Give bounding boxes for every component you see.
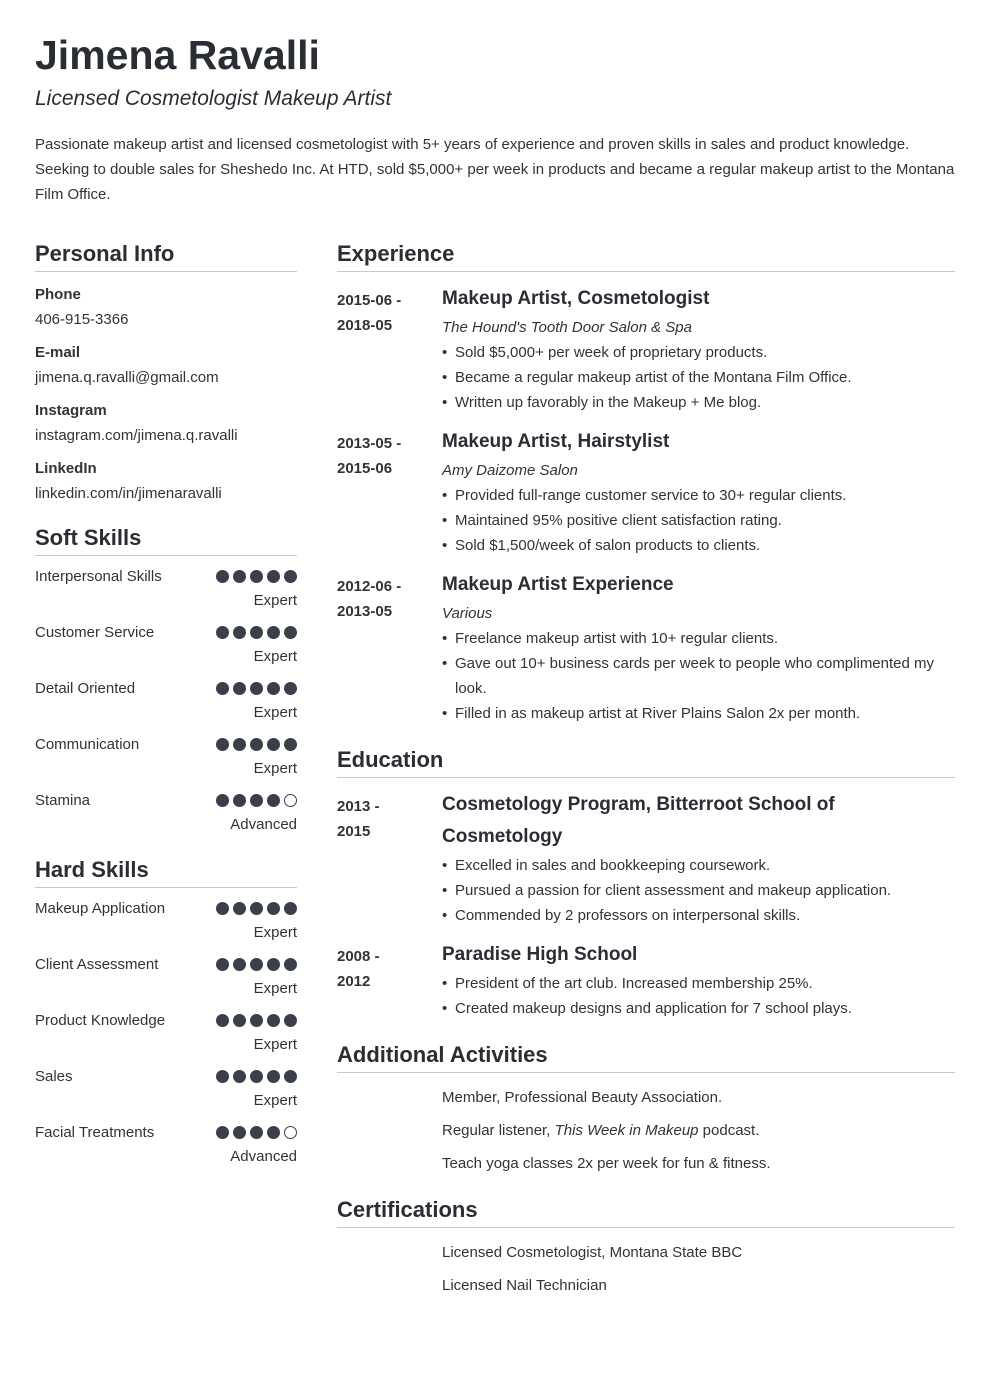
skill-level: Expert [253, 980, 297, 997]
education-section [337, 746, 955, 1021]
skill-row [35, 737, 297, 780]
activities-title: Additional Activities [337, 1041, 955, 1073]
filled-dot-icon [216, 1070, 229, 1083]
skill-row [35, 681, 297, 724]
filled-dot-icon [267, 1126, 280, 1139]
skill-row [35, 1125, 297, 1168]
skill-name: Client Assessment [35, 956, 159, 973]
skill-name: Interpersonal Skills [35, 568, 162, 585]
filled-dot-icon [250, 626, 263, 639]
education-entry [337, 793, 955, 928]
activity-suffix: podcast. [698, 1122, 760, 1139]
skill-rating [216, 626, 297, 639]
date-start: 2013 - [337, 798, 380, 815]
certification-item: Licensed Cosmetologist, Montana State BBC [442, 1244, 743, 1261]
certifications-title: Certifications [337, 1196, 955, 1228]
experience-entry [337, 287, 955, 415]
filled-dot-icon [267, 626, 280, 639]
filled-dot-icon [216, 794, 229, 807]
filled-dot-icon [267, 1070, 280, 1083]
filled-dot-icon [267, 958, 280, 971]
skill-name: Facial Treatments [35, 1124, 155, 1141]
activity-item: Member, Professional Beauty Association. [442, 1089, 723, 1106]
activities-section [337, 1041, 955, 1176]
filled-dot-icon [233, 958, 246, 971]
bullet-item: • President of the art club. Increased membership 25%. [442, 971, 955, 996]
skill-name: Communication [35, 736, 140, 753]
skill-level: Advanced [230, 1148, 297, 1165]
filled-dot-icon [233, 738, 246, 751]
email-value: jimena.q.ravalli@gmail.com [35, 369, 219, 386]
skill-name: Sales [35, 1068, 73, 1085]
experience-entry [337, 573, 955, 726]
date-start: 2015-06 - [337, 292, 402, 309]
date-start: 2013-05 - [337, 435, 402, 452]
filled-dot-icon [267, 902, 280, 915]
skill-level: Expert [253, 1092, 297, 1109]
filled-dot-icon [284, 626, 297, 639]
entry-dates [337, 943, 442, 1021]
entry-dates [337, 430, 442, 558]
date-end: 2012 [337, 973, 371, 990]
filled-dot-icon [216, 738, 229, 751]
hard-skills-section [35, 856, 297, 1168]
filled-dot-icon [250, 738, 263, 751]
resume-columns [35, 240, 955, 1306]
certification-item: Licensed Nail Technician [442, 1277, 607, 1294]
podcast-name: This Week in Makeup [554, 1122, 699, 1139]
skill-level: Expert [253, 1036, 297, 1053]
bullet-item: • Sold $1,500/week of salon products to clients. [442, 533, 955, 558]
filled-dot-icon [267, 1014, 280, 1027]
filled-dot-icon [284, 958, 297, 971]
experience-section [337, 240, 955, 726]
filled-dot-icon [250, 902, 263, 915]
phone-block [35, 285, 297, 330]
filled-dot-icon [233, 1126, 246, 1139]
bullet-item: • Pursued a passion for client assessment and makeup application. [442, 878, 955, 903]
filled-dot-icon [216, 958, 229, 971]
bullet-item: • Filled in as makeup artist at River Plains Salon 2x per month. [442, 701, 955, 726]
date-start: 2008 - [337, 948, 380, 965]
entry-dates [337, 287, 442, 415]
education-title: Education [337, 746, 955, 778]
certifications-section [337, 1196, 955, 1298]
filled-dot-icon [216, 682, 229, 695]
instagram-label: Instagram [35, 402, 107, 419]
bullet-item: • Excelled in sales and bookkeeping coursework. [442, 853, 955, 878]
bullet-item: • Maintained 95% positive client satisfaction rating. [442, 508, 955, 533]
entry-bullets [442, 853, 955, 928]
bullet-item: • Freelance makeup artist with 10+ regular clients. [442, 626, 955, 651]
filled-dot-icon [233, 682, 246, 695]
personal-info-section [35, 240, 297, 504]
linkedin-value: linkedin.com/in/jimenaravalli [35, 485, 222, 502]
entry-bullets [442, 483, 955, 558]
linkedin-block [35, 459, 297, 504]
entry-bullets [442, 626, 955, 726]
entry-organization: Various [442, 605, 493, 622]
skill-rating [216, 570, 297, 583]
skill-level: Expert [253, 592, 297, 609]
filled-dot-icon [233, 902, 246, 915]
activity-prefix: Regular listener, [442, 1122, 555, 1139]
date-start: 2012-06 - [337, 578, 402, 595]
filled-dot-icon [250, 958, 263, 971]
instagram-block [35, 401, 297, 446]
filled-dot-icon [250, 1126, 263, 1139]
email-label: E-mail [35, 344, 81, 361]
skill-row [35, 1013, 297, 1056]
filled-dot-icon [250, 1070, 263, 1083]
bullet-item: • Sold $5,000+ per week of proprietary products. [442, 340, 955, 365]
skill-rating [216, 682, 297, 695]
skill-rating [216, 794, 297, 807]
skill-row [35, 957, 297, 1000]
empty-dot-icon [284, 1126, 297, 1139]
filled-dot-icon [284, 1070, 297, 1083]
date-end: 2015 [337, 823, 371, 840]
candidate-name: Jimena Ravalli [35, 32, 320, 78]
skill-rating [216, 1126, 297, 1139]
filled-dot-icon [250, 794, 263, 807]
skill-name: Stamina [35, 792, 91, 809]
entry-title: Makeup Artist, Cosmetologist [442, 288, 710, 309]
filled-dot-icon [216, 1126, 229, 1139]
entry-organization: The Hound's Tooth Door Salon & Spa [442, 319, 692, 336]
skill-level: Expert [253, 704, 297, 721]
filled-dot-icon [267, 794, 280, 807]
bullet-item: • Written up favorably in the Makeup + Me blog. [442, 390, 955, 415]
entry-title: Makeup Artist, Hairstylist [442, 431, 670, 452]
skill-level: Expert [253, 924, 297, 941]
filled-dot-icon [284, 738, 297, 751]
entry-bullets [442, 340, 955, 415]
skill-rating [216, 1014, 297, 1027]
bullet-item: • Gave out 10+ business cards per week to people who complimented my look. [442, 651, 955, 701]
date-end: 2013-05 [337, 603, 393, 620]
filled-dot-icon [216, 570, 229, 583]
skill-row [35, 1069, 297, 1112]
skill-rating [216, 958, 297, 971]
skill-row [35, 625, 297, 668]
filled-dot-icon [284, 1014, 297, 1027]
instagram-value: instagram.com/jimena.q.ravalli [35, 427, 238, 444]
linkedin-label: LinkedIn [35, 460, 97, 477]
skill-row [35, 793, 297, 836]
filled-dot-icon [267, 570, 280, 583]
activity-item [442, 1118, 955, 1143]
candidate-title: Licensed Cosmetologist Makeup Artist [35, 87, 392, 110]
filled-dot-icon [250, 682, 263, 695]
entry-title: Cosmetology Program, Bitterroot School of Cosmetology [442, 794, 835, 847]
skill-name: Detail Oriented [35, 680, 136, 697]
bullet-item: • Provided full-range customer service to 30+ regular clients. [442, 483, 955, 508]
activity-item: Teach yoga classes 2x per week for fun & fitness. [442, 1155, 771, 1172]
experience-entry [337, 430, 955, 558]
filled-dot-icon [233, 794, 246, 807]
phone-value: 406-915-3366 [35, 311, 129, 328]
skill-row [35, 569, 297, 612]
bullet-item: • Created makeup designs and application for 7 school plays. [442, 996, 955, 1021]
filled-dot-icon [216, 626, 229, 639]
filled-dot-icon [216, 902, 229, 915]
skill-name: Makeup Application [35, 900, 166, 917]
soft-skills-section [35, 524, 297, 836]
right-column [337, 240, 955, 1306]
filled-dot-icon [216, 1014, 229, 1027]
experience-title: Experience [337, 240, 955, 272]
filled-dot-icon [250, 1014, 263, 1027]
entry-title: Makeup Artist Experience [442, 574, 674, 595]
entry-dates [337, 793, 442, 928]
phone-label: Phone [35, 286, 81, 303]
entry-title: Paradise High School [442, 944, 638, 965]
personal-info-title: Personal Info [35, 240, 297, 272]
date-end: 2018-05 [337, 317, 393, 334]
filled-dot-icon [284, 902, 297, 915]
hard-skills-title: Hard Skills [35, 856, 297, 888]
entry-dates [337, 573, 442, 726]
skill-row [35, 901, 297, 944]
skill-level: Advanced [230, 816, 297, 833]
email-block [35, 343, 297, 388]
filled-dot-icon [267, 682, 280, 695]
entry-bullets [442, 971, 955, 1021]
skill-name: Product Knowledge [35, 1012, 166, 1029]
empty-dot-icon [284, 794, 297, 807]
skill-rating [216, 902, 297, 915]
filled-dot-icon [250, 570, 263, 583]
soft-skills-title: Soft Skills [35, 524, 297, 556]
date-end: 2015-06 [337, 460, 393, 477]
skill-level: Expert [253, 760, 297, 777]
skill-name: Customer Service [35, 624, 155, 641]
filled-dot-icon [284, 682, 297, 695]
left-column [35, 240, 297, 1306]
entry-organization: Amy Daizome Salon [442, 462, 578, 479]
skill-rating [216, 1070, 297, 1083]
filled-dot-icon [233, 570, 246, 583]
education-entry [337, 943, 955, 1021]
filled-dot-icon [233, 626, 246, 639]
bullet-item: • Became a regular makeup artist of the Montana Film Office. [442, 365, 955, 390]
skill-rating [216, 738, 297, 751]
filled-dot-icon [284, 570, 297, 583]
summary: Passionate makeup artist and licensed cosmetologist with 5+ years of experience and proven skills in sales and product knowledge. Seeking to double sales for Sheshedo Inc. At HTD, sold $5,000+ per week in products and became a regular makeup artist to the Montana Film Office. [35, 136, 955, 203]
bullet-item: • Commended by 2 professors on interpersonal skills. [442, 903, 955, 928]
skill-level: Expert [253, 648, 297, 665]
filled-dot-icon [233, 1070, 246, 1083]
filled-dot-icon [233, 1014, 246, 1027]
filled-dot-icon [267, 738, 280, 751]
